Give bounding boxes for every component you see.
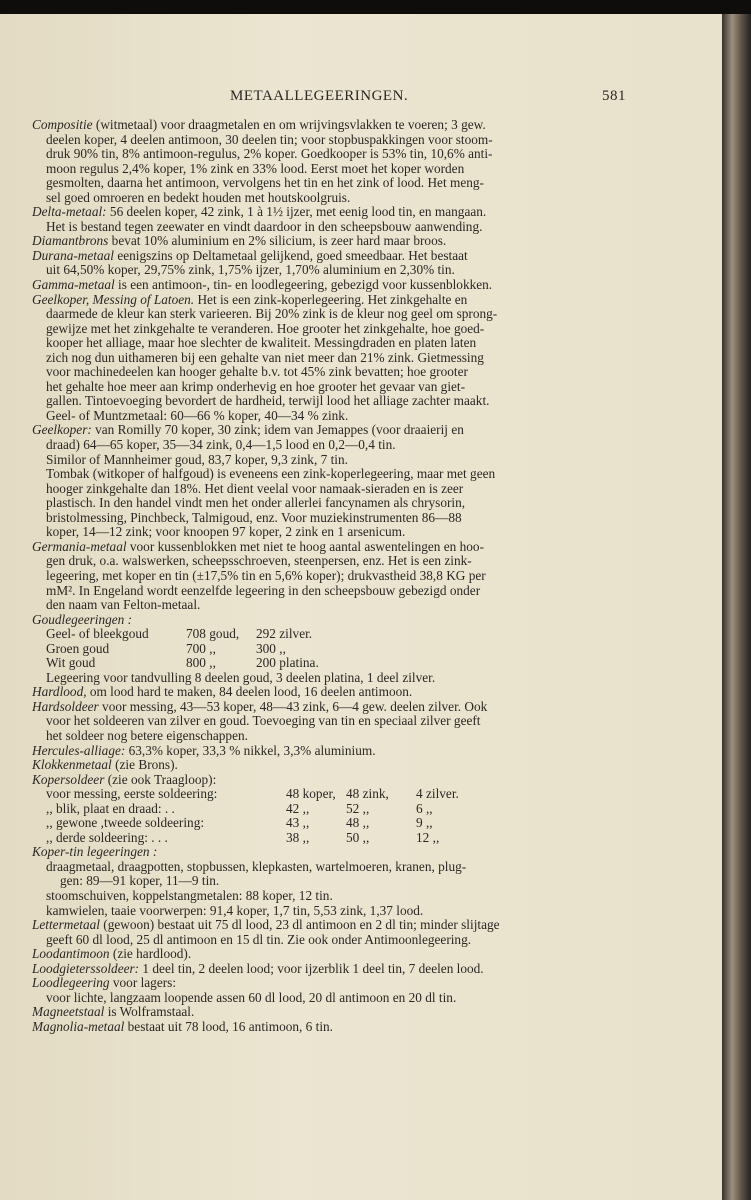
continuation-line (32, 889, 628, 904)
solder-table-cell: voor messing, eerste soldeering: (46, 786, 218, 802)
line-text: het soldeer nog betere eigenschappen. (46, 727, 248, 743)
line-text: plastisch. In den handel vindt men het onder allerlei fancynamen als chrysorin, (46, 495, 466, 511)
line-text: Het is een zink-koperlegeering. Het zinkgehalte en (194, 291, 468, 307)
entry-term: Germania-metaal (32, 538, 127, 554)
line-text: gewijze met het zinkgehalte te veranderen. Hoe grooter het zinkgehalte, hoe goed- (46, 320, 485, 336)
line-text: (zie Brons). (111, 757, 178, 773)
gold-table-cell: 200 platina. (256, 655, 319, 671)
line-text: draad) 64—65 koper, 35—34 zink, 0,4—1,5 lood en 0,2—0,4 tin. (46, 437, 396, 453)
continuation-line (32, 438, 628, 453)
entry-term: Loodgieterssoldeer: (32, 960, 140, 976)
gold-table-cell: 800 ,, (186, 655, 216, 671)
continuation-line (32, 991, 628, 1006)
entry-line (32, 1020, 628, 1035)
line-text: moon regulus 2,4% koper, 1% zink en 33% lood. Eerst moet het koper worden (46, 160, 465, 176)
entry-term: Lettermetaal (32, 917, 100, 933)
solder-table-row (32, 787, 628, 802)
entry-term: Diamantbrons (32, 233, 109, 249)
solder-table-row (32, 831, 628, 846)
entry-line (32, 540, 628, 555)
line-text: draagmetaal, draagpotten, stopbussen, klepkasten, wartelmoeren, kranen, plug- (46, 858, 467, 874)
line-text: gen druk, o.a. walswerken, scheepsschroeven, steenpersen, enz. Het is een zink- (46, 553, 472, 569)
line-text: hooger zinkgehalte dan 18%. Het dient veelal voor namaak-sieraden en is zeer (46, 480, 464, 496)
gold-table-cell: Groen goud (46, 640, 110, 656)
entry-line (32, 234, 628, 249)
line-text: daarmede de kleur kan sterk varieeren. Bij 20% zink is de kleur nog geel om sprong- (46, 306, 498, 322)
continuation-line (32, 191, 628, 206)
entry-line (32, 773, 628, 788)
line-text: is een antimoon-, tin- en loodlegeering, gebezigd voor kussenblokken. (114, 277, 493, 293)
entry-line (32, 685, 628, 700)
entry-term: Durana-metaal (32, 247, 114, 263)
line-text: gallen. Tintoevoeging bevordert de hardheid, terwijl lood het alliage zachter maakt. (46, 393, 490, 409)
line-text: Tombak (witkoper of halfgoud) is eveneens een zink-koperlegeering, maar met geen (46, 466, 496, 482)
entry-term: Goudlegeeringen : (32, 611, 133, 627)
line-text: sel goed omroeren en bedekt houden met houtskoolgruis. (46, 189, 351, 205)
line-text: koper, 14—12 zink; voor knoopen 97 koper, 2 zink en 1 arsenicum. (46, 524, 406, 540)
entry-term: Geelkoper: (32, 422, 92, 438)
line-text: geeft 60 dl lood, 25 dl antimoon en 15 dl tin. Zie ook onder Antimoonlegeering. (46, 931, 472, 947)
gold-table-cell: Wit goud (46, 655, 96, 671)
gold-table-cell: 300 ,, (256, 640, 286, 656)
line-text: uit 64,50% koper, 29,75% zink, 1,75% ijzer, 1,70% aluminium en 2,30% tin. (46, 262, 455, 278)
gold-table-cell: 292 zilver. (256, 626, 313, 642)
line-text: voor messing, 43—53 koper, 48—43 zink, 6—4 gew. deelen zilver. Ook (98, 698, 488, 714)
entry-line (32, 278, 628, 293)
entry-line (32, 118, 628, 133)
line-text: bevat 10% aluminium en 2% silicium, is zeer hard maar broos. (108, 233, 447, 249)
entry-term: Hercules-alliage: (32, 742, 126, 758)
entry-term: Loodlegeering (32, 975, 110, 991)
solder-table-cell: 43 ,, (286, 815, 310, 831)
continuation-line (32, 351, 628, 366)
gold-table-row (32, 656, 628, 671)
gold-table-cell: Geel- of bleekgoud (46, 626, 149, 642)
continuation-line (32, 496, 628, 511)
entry-line (32, 249, 628, 264)
line-text: mM². In Engeland wordt eenzelfde legeering in den scheepsbouw gebezigd onder (46, 582, 481, 598)
line-text: legeering, met koper en tin (±17,5% tin en 5,6% koper); drukvastheid 38,8 KG per (46, 567, 486, 583)
line-text: zich nog dun uithameren bij een gehalte van niet meer dan 21% zink. Gietmessing (46, 349, 484, 365)
solder-table-cell: ,, gewone ,tweede soldeering: (46, 815, 205, 831)
continuation-line (32, 729, 628, 744)
entry-term: Klokkenmetaal (32, 757, 112, 773)
line-text: 56 deelen koper, 42 zink, 1 à 1½ ijzer, met eenig lood tin, en mangaan. (106, 204, 487, 220)
line-text: het gehalte hoe meer aan krimp onderhevig en hoe grooter het gevaar van giet- (46, 378, 466, 394)
line-text: bristolmessing, Pinchbeck, Talmigoud, enz. Voor muziekinstrumenten 86—88 (46, 509, 462, 525)
solder-table-row (32, 816, 628, 831)
line-text: eenigszins op Deltametaal gelijkend, goed smeedbaar. Het bestaat (114, 247, 468, 263)
line-text: van Romilly 70 koper, 30 zink; idem van Jemappes (voor draaierij en (91, 422, 464, 438)
continuation-line (32, 453, 628, 468)
solder-table-cell: 4 zilver. (416, 786, 459, 802)
entry-line (32, 205, 628, 220)
entry-line (32, 845, 628, 860)
line-text: Similor of Mannheimer goud, 83,7 koper, 9,3 zink, 7 tin. (46, 451, 348, 467)
line-text: (zie hardlood). (109, 946, 192, 962)
entry-term: Hardsoldeer (32, 698, 99, 714)
continuation-line (32, 220, 628, 235)
solder-table-cell: 48 zink, (346, 786, 389, 802)
entry-term: Geelkoper, Messing of Latoen. (32, 291, 195, 307)
entry-term: Kopersoldeer (32, 771, 105, 787)
continuation-line (32, 380, 628, 395)
solder-table-cell: 48 ,, (346, 815, 370, 831)
continuation-line (32, 263, 628, 278)
page-number: 581 (602, 88, 626, 104)
continuation-line (32, 162, 628, 177)
gold-table-row (32, 642, 628, 657)
line-text: voor machinedeelen kan hooger gehalte b.v. tot 45% zink bevatten; hoe grooter (46, 364, 468, 380)
line-text: voor kussenblokken met niet te hoog aantal aswentelingen en hoo- (126, 538, 484, 554)
line-text: stoomschuiven, koppelstangmetalen: 88 koper, 12 tin. (46, 887, 333, 903)
gold-table-cell: 700 ,, (186, 640, 216, 656)
solder-table-cell: 42 ,, (286, 800, 310, 816)
solder-table-cell: ,, blik, plaat en draad: . . (46, 800, 175, 816)
entry-term: Loodantimoon (32, 946, 110, 962)
line-text: kooper het alliage, maar hoe slechter de kwaliteit. Messingdraden en platen laten (46, 335, 477, 351)
line-text: voor het soldeeren van zilver en goud. Toevoeging van tin en speciaal zilver geeft (46, 713, 481, 729)
line-text: bestaat uit 78 lood, 16 antimoon, 6 tin. (124, 1018, 333, 1034)
continuation-line (32, 584, 628, 599)
entry-line (32, 918, 628, 933)
continuation-line (32, 307, 628, 322)
entry-line (32, 613, 628, 628)
page-title: METAALLEGEERINGEN. (230, 88, 409, 104)
continuation-line (32, 874, 628, 889)
line-text: Geel- of Muntzmetaal: 60—66 % koper, 40—34 % zink. (46, 407, 349, 423)
continuation-line (32, 933, 628, 948)
entry-line (32, 976, 628, 991)
continuation-line (32, 467, 628, 482)
solder-table-cell: 48 koper, (286, 786, 336, 802)
continuation-line (32, 860, 628, 875)
entry-line (32, 293, 628, 308)
line-text: (gewoon) bestaat uit 75 dl lood, 23 dl antimoon en 2 dl tin; minder slijtage (99, 917, 500, 933)
continuation-line (32, 176, 628, 191)
solder-table-cell: 6 ,, (416, 800, 433, 816)
entry-line (32, 744, 628, 759)
gold-table-row (32, 627, 628, 642)
continuation-line (32, 554, 628, 569)
solder-table-cell: 38 ,, (286, 829, 310, 845)
entry-term: Koper-tin legeeringen : (32, 844, 158, 860)
entry-line (32, 947, 628, 962)
entry-line (32, 758, 628, 773)
line-text: om lood hard te maken, 84 deelen lood, 16 deelen antimoon. (86, 684, 413, 700)
solder-table-row (32, 802, 628, 817)
book-page (0, 14, 722, 1200)
gold-table-cell: 708 goud, (186, 626, 240, 642)
continuation-line (32, 525, 628, 540)
continuation-line (32, 904, 628, 919)
solder-table-cell: 50 ,, (346, 829, 370, 845)
entry-term: Magnolia-metaal (32, 1018, 125, 1034)
line-text: gesmolten, daarna het antimoon, vervolgens het tin en het zink of lood. Het meng- (46, 175, 484, 191)
line-text: (witmetaal) voor draagmetalen en om wrijvingsvlakken te voeren; 3 gew. (92, 117, 486, 132)
entry-term: Magneetstaal (32, 1004, 105, 1020)
continuation-line (32, 409, 628, 424)
entry-term: Delta-metaal: (32, 204, 107, 220)
line-text: (zie ook Traagloop): (104, 771, 217, 787)
entry-term: Gamma-metaal (32, 277, 115, 293)
line-text: 1 deel tin, 2 deelen lood; voor ijzerblik 1 deel tin, 7 deelen lood. (139, 960, 484, 976)
entry-line (32, 423, 628, 438)
continuation-line (32, 133, 628, 148)
entry-term: Compositie (32, 117, 93, 132)
line-text: Legeering voor tandvulling 8 deelen goud, 3 deelen platina, 1 deel zilver. (46, 669, 436, 685)
entry-line (32, 962, 628, 977)
entry-line (32, 700, 628, 715)
line-text: is Wolframstaal. (104, 1004, 195, 1020)
entry-line (32, 1005, 628, 1020)
page-body (32, 118, 628, 1034)
line-text: druk 90% tin, 8% antimoon-regulus, 2% koper. Goedkooper is 53% tin, 10,6% anti- (46, 146, 493, 162)
solder-table-cell: 12 ,, (416, 829, 440, 845)
continuation-line (32, 394, 628, 409)
line-text: Het is bestand tegen zeewater en vindt daardoor in den scheepsbouw aanwending. (46, 218, 483, 234)
continuation-line (32, 511, 628, 526)
running-header (30, 88, 626, 110)
continuation-line (32, 714, 628, 729)
line-text: voor lichte, langzaam loopende assen 60 dl lood, 20 dl antimoon en 20 dl tin. (46, 989, 457, 1005)
entry-term: Hardlood, (32, 684, 87, 700)
continuation-line (32, 569, 628, 584)
book-page-edge (722, 14, 751, 1200)
continuation-line (32, 482, 628, 497)
continuation-line (32, 671, 628, 686)
line-text: den naam van Felton-metaal. (46, 597, 201, 613)
line-text: gen: 89—91 koper, 11—9 tin. (60, 873, 220, 889)
continuation-line (32, 336, 628, 351)
continuation-line (32, 598, 628, 613)
line-text: 63,3% koper, 33,3 % nikkel, 3,3% aluminium. (125, 742, 376, 758)
continuation-line (32, 322, 628, 337)
solder-table-cell: 9 ,, (416, 815, 433, 831)
continuation-line (32, 365, 628, 380)
solder-table-cell: ,, derde soldeering: . . . (46, 829, 168, 845)
continuation-line (32, 147, 628, 162)
solder-table-cell: 52 ,, (346, 800, 370, 816)
line-text: kamwielen, taaie voorwerpen: 91,4 koper, 1,7 tin, 5,53 zink, 1,37 lood. (46, 902, 424, 918)
line-text: voor lagers: (109, 975, 177, 991)
scan-top-border (0, 0, 751, 14)
line-text: deelen koper, 4 deelen antimoon, 30 deelen tin; voor stopbuspakkingen voor stoom- (46, 131, 493, 147)
